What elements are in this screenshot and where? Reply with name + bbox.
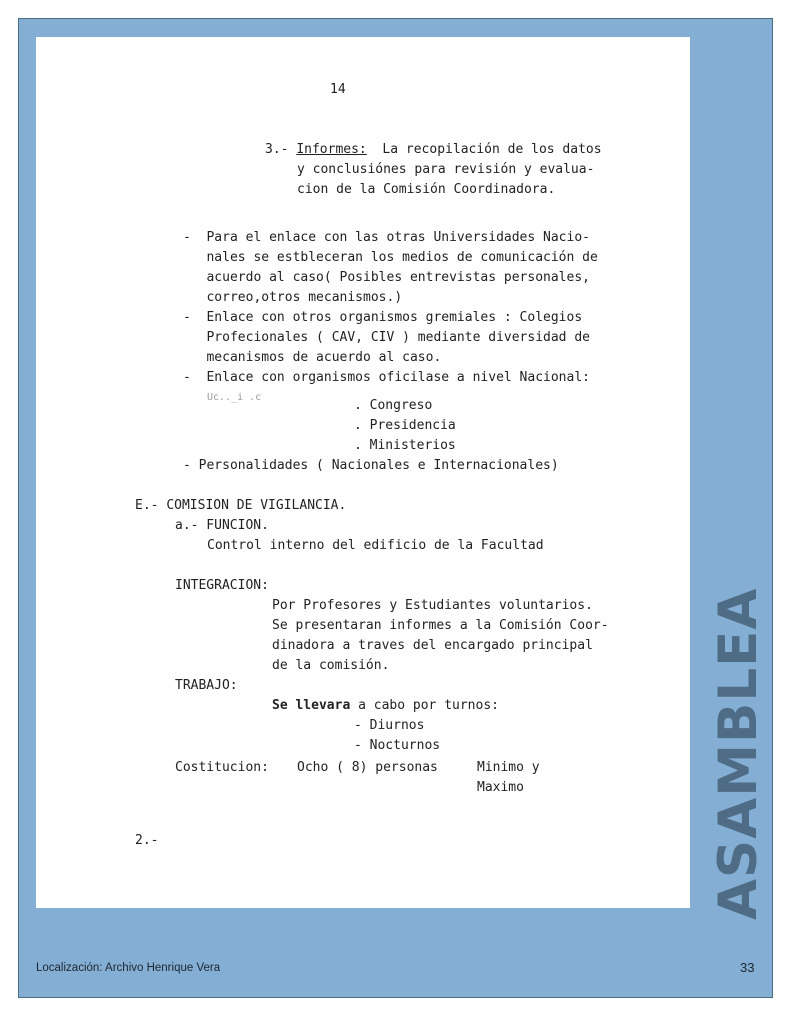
integracion-line: Se presentaran informes a la Comisión Coor- — [272, 618, 609, 633]
bullet-line: - Enlace con otros organismos gremiales : Colegios — [183, 310, 583, 325]
personalidades-line: - Personalidades ( Nacionales e Internacionales) — [183, 458, 559, 473]
bullet-line: Profecionales ( CAV, CIV ) mediante diversidad de — [183, 330, 590, 345]
bullet-line: mecanismos de acuerdo al caso. — [183, 350, 442, 365]
informes-number: 3.- — [265, 142, 289, 157]
turno-item: - Nocturnos — [354, 738, 441, 753]
bullet-line: - Para el enlace con las otras Universidades Nacio- — [183, 230, 590, 245]
informes-line-2: y conclusiónes para revisión y evalua- — [297, 162, 595, 177]
official-item: . Presidencia — [354, 418, 456, 433]
integracion-line: dinadora a traves del encargado principal — [272, 638, 593, 653]
bullet-line: nales se estbleceran los medios de comunicación de — [183, 250, 598, 265]
bullet-line: acuerdo al caso( Posibles entrevistas personales, — [183, 270, 590, 285]
bullet-line: - Enlace con organismos oficilase a nivel Nacional: — [183, 370, 590, 385]
informes-heading: Informes: — [296, 142, 367, 157]
official-item: . Ministerios — [354, 438, 456, 453]
costitucion-label: Costitucion: — [175, 760, 269, 775]
informes-text: La recopilación de los datos — [382, 142, 602, 157]
document-scan — [36, 37, 690, 908]
bottom-item-number: 2.- — [135, 833, 159, 848]
informes-line-1 — [265, 142, 602, 158]
section-e-label: E.- — [135, 498, 159, 513]
funcion-text: Control interno del edificio de la Facultad — [207, 538, 544, 553]
faint-fragment: Uc.._i .c — [207, 392, 262, 403]
informes-line-3: cion de la Comisión Coordinadora. — [297, 182, 556, 197]
integracion-line: de la comisión. — [272, 658, 390, 673]
trabajo-label: TRABAJO: — [175, 678, 238, 693]
integracion-label: INTEGRACION: — [175, 578, 269, 593]
min-max-line-2: Maximo — [477, 780, 524, 795]
costitucion-value: Ocho ( 8) personas — [297, 760, 438, 775]
scan-page-number: 14 — [330, 82, 346, 97]
trabajo-rest: a cabo por turnos: — [350, 698, 499, 713]
turno-item: - Diurnos — [354, 718, 425, 733]
trabajo-line — [272, 698, 499, 714]
footer-page-number: 33 — [740, 960, 755, 975]
integracion-line: Por Profesores y Estudiantes voluntarios. — [272, 598, 593, 613]
bullet-line: correo,otros mecanismos.) — [183, 290, 403, 305]
section-e-heading — [135, 498, 346, 514]
side-section-title: ASAMBLEA — [708, 587, 769, 920]
trabajo-bold: Se llevara — [272, 698, 351, 713]
section-e-title: COMISION DE VIGILANCIA. — [166, 498, 347, 513]
min-max-line-1: Minimo y — [477, 760, 540, 775]
funcion-label: a.- FUNCION. — [175, 518, 269, 533]
footer-location: Localización: Archivo Henrique Vera — [36, 962, 221, 974]
official-item: . Congreso — [354, 398, 433, 413]
